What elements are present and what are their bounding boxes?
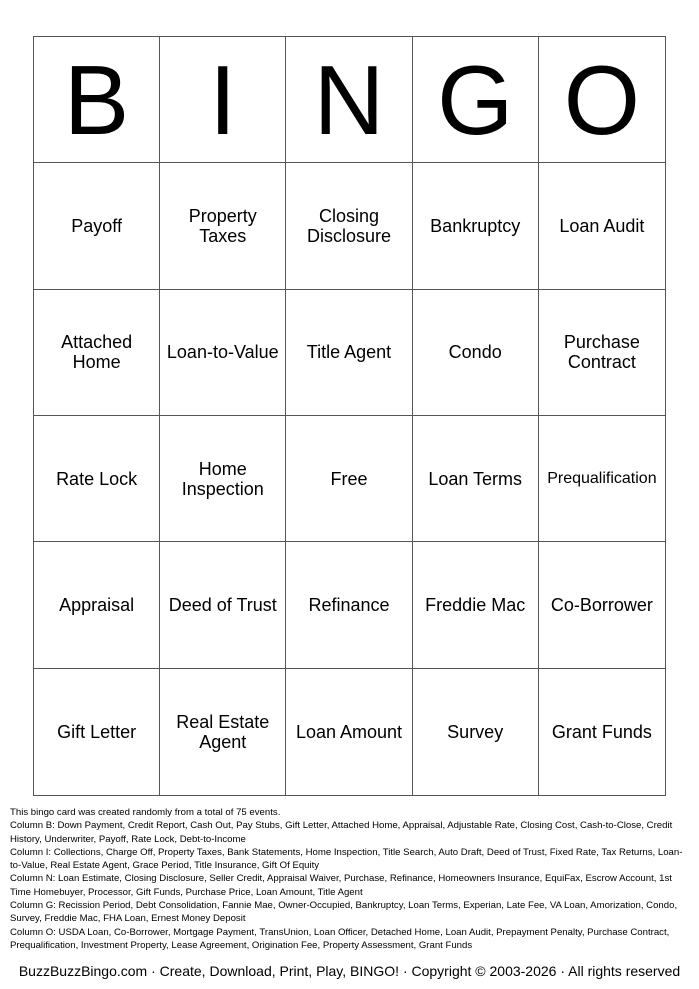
bingo-cell: Real Estate Agent bbox=[160, 669, 286, 795]
notes-intro: This bingo card was created randomly from a total of 75 events. bbox=[10, 807, 281, 818]
bingo-cell: Closing Disclosure bbox=[286, 163, 412, 289]
bingo-cell: Purchase Contract bbox=[539, 290, 665, 416]
bingo-cell: Prequalification bbox=[539, 416, 665, 542]
bingo-cell: Condo bbox=[413, 290, 539, 416]
bingo-card bbox=[33, 36, 666, 796]
bingo-cell: Payoff bbox=[34, 163, 160, 289]
bingo-cell: Home Inspection bbox=[160, 416, 286, 542]
notes-column-i: Column I: Collections, Charge Off, Property Taxes, Bank Statements, Home Inspection, Title Search, Auto Draft, Deed of Trust, Fixed Rate, Tax Returns, Loan-to-Value, Real Estate Agent, Grace Period, Title Insurance, Gift Of Equity bbox=[10, 846, 683, 872]
notes-column-b: Column B: Down Payment, Credit Report, Cash Out, Pay Stubs, Gift Letter, Attached Home, Appraisal, Adjustable Rate, Closing Cost, Cash-to-Close, Credit History, Underwriter, Payoff, Rate Lock, Debt-to-Income bbox=[10, 820, 673, 845]
notes-column-g: Column G: Recission Period, Debt Consolidation, Fannie Mae, Owner-Occupied, Bankruptcy, Loan Terms, Experian, Late Fee, VA Loan, Amorization, Condo, Survey, Freddie Mac, FHA Loan, Ernest Money Deposit bbox=[10, 900, 678, 925]
copyright-footer: BuzzBuzzBingo.com · Create, Download, Print, Play, BINGO! · Copyright © 2003-2026 · All rights reserved bbox=[18, 963, 681, 979]
header-letter-o: O bbox=[539, 37, 665, 163]
bingo-cell: Appraisal bbox=[34, 542, 160, 668]
bingo-cell: Bankruptcy bbox=[413, 163, 539, 289]
bingo-cell: Deed of Trust bbox=[160, 542, 286, 668]
bingo-cell: Title Agent bbox=[286, 290, 412, 416]
header-letter-g: G bbox=[413, 37, 539, 163]
bingo-cell: Loan Terms bbox=[413, 416, 539, 542]
bingo-cell: Gift Letter bbox=[34, 669, 160, 795]
bingo-cell: Refinance bbox=[286, 542, 412, 668]
bingo-cell: Loan Amount bbox=[286, 669, 412, 795]
free-space-cell: Free bbox=[286, 416, 412, 542]
bingo-cell: Freddie Mac bbox=[413, 542, 539, 668]
bingo-cell: Survey bbox=[413, 669, 539, 795]
bingo-cell: Loan-to-Value bbox=[160, 290, 286, 416]
notes-column-o: Column O: USDA Loan, Co-Borrower, Mortgage Payment, TransUnion, Loan Officer, Detached Home, Loan Audit, Prepayment Penalty, Purchase Contract, Prequalification, Investment Property, Lease Agreement, Origination Fee, Property Assessment, Grant Funds bbox=[10, 926, 670, 951]
notes-column-n: Column N: Loan Estimate, Closing Disclosure, Seller Credit, Appraisal Waiver, Purchase, Refinance, Homeowners Insurance, EquiFax, Escrow Account, 1st Time Homebuyer, Processor, Gift Funds, Purchase Price, Loan Amount, Title Agent bbox=[10, 873, 672, 898]
bingo-cell: Loan Audit bbox=[539, 163, 665, 289]
header-letter-i: I bbox=[160, 37, 286, 163]
bingo-cell: Attached Home bbox=[34, 290, 160, 416]
card-notes bbox=[10, 806, 690, 952]
bingo-cell: Co-Borrower bbox=[539, 542, 665, 668]
header-letter-b: B bbox=[34, 37, 160, 163]
bingo-cell: Rate Lock bbox=[34, 416, 160, 542]
header-letter-n: N bbox=[286, 37, 412, 163]
bingo-cell: Grant Funds bbox=[551, 721, 652, 742]
bingo-cell: Property Taxes bbox=[160, 163, 286, 289]
